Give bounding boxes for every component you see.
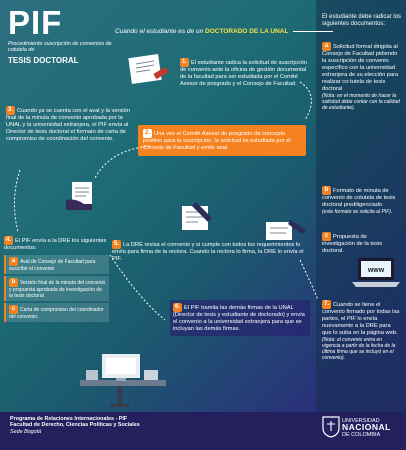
step-7-text: Cuando se tiene el convenio firmado por todas las partes, el PIF lo envía nuevamente a la DRE para que lo suba en la página web. — [322, 302, 400, 336]
num-badge: 4. — [5, 237, 11, 243]
step-4-text: El PIF envía a la DRE los siguientes documentos: — [4, 238, 107, 251]
step-1 — [180, 58, 310, 88]
subtitle-strong: TESIS DOCTORAL — [8, 56, 79, 65]
uni-top: UNIVERSIDAD — [342, 418, 380, 424]
step-4 — [4, 236, 109, 324]
num-badge: a — [9, 257, 18, 266]
step-4-heading — [4, 236, 109, 252]
num-badge: 7. — [323, 301, 329, 307]
right-item-a-note: (Nota: en el momento de hacer la solicitud debe contar con la calidad de estudiante). — [322, 93, 400, 111]
footer-line2: Facultad de Derecho, Ciencias Políticas y Sociales — [10, 422, 140, 429]
svg-text:www: www — [367, 267, 385, 274]
num-badge: 5. — [113, 241, 119, 247]
hand-document-icon — [62, 180, 102, 212]
num-badge: a — [322, 42, 331, 51]
step-6 — [170, 300, 310, 336]
intro-rule — [293, 31, 333, 32]
document-signing-icon — [126, 52, 172, 86]
num-badge: 1. — [181, 59, 187, 65]
footer-line3: Sede Bogotá — [10, 428, 42, 435]
step-3-text: Cuando ya se cuenta con el aval y la versión final de la minuta de convenio aprobada por la UNAL y la universidad extranjera, el PIF envía al Director de tesis doctoral el formato de carta de compromiso de coordinación del convenio. — [6, 108, 130, 142]
right-item-b — [322, 186, 400, 215]
footer-text — [10, 416, 140, 435]
num-badge: 2. — [144, 130, 150, 136]
right-item-c — [322, 232, 400, 255]
intro-prefix: Cuando el estudiante es de un — [115, 28, 204, 35]
office-desk-icon — [80, 330, 166, 410]
step-4-item-c — [4, 303, 109, 322]
num-badge: c — [322, 232, 331, 241]
step-4-item-b — [4, 276, 109, 301]
step-6-text: El PIF tramita las demás firmas de la UNAL (Director de tesis y estudiante de doctorado) y envía el convenio a la universidad extranjera para que se incluyan las demás firmas. — [173, 305, 305, 332]
step-7 — [322, 300, 400, 361]
university-name — [342, 418, 391, 439]
uni-bottom: DE COLOMBIA — [342, 432, 381, 439]
university-shield-icon — [322, 416, 340, 438]
pen-document-icon — [176, 200, 216, 234]
right-item-c-text: Propuesta de investigación de la tesis doctoral. — [322, 234, 383, 254]
step-4-item-c-text: Carta de compromiso del coordinador del convenio. — [9, 306, 104, 320]
num-badge: 3. — [7, 107, 13, 113]
step-7-note: (Nota: el convenio entra en vigencia a partir de la fecha de la última firma que se incluyó en el convenio). — [322, 337, 396, 361]
step-4-item-b-text: Versión final de la minuta del convenio y propuesta aprobada de investigación de la tesis doctoral — [9, 279, 106, 299]
right-item-b-text: Formato de minuta de convenio de cotutela de tesis doctoral prediligenciado — [322, 188, 396, 208]
step-1-text: El estudiante radica la solicitud de suscripción de convenio ante la oficina de gestión documental de la facultad para ser estudiada por el Comité Asesor de posgrado y el Consejo de Facultad. — [180, 60, 308, 87]
right-item-a — [322, 42, 400, 111]
right-item-b-note: (este formato se solicita al PIF). — [322, 209, 393, 215]
step-5-text: La DRE revisa el convenio y si cumple con todos los requerimientos lo envía para firma de la rectora. Cuando la rectora lo firma, la DRE lo envía el PIF. — [112, 242, 304, 262]
step-4-item-a-text: Aval de Consejo de Facultad para suscribir el convenio — [9, 258, 96, 272]
num-badge: b — [9, 278, 18, 287]
footer-line1: Programa de Relaciones Internacionales - PIF — [10, 416, 128, 422]
right-heading: El estudiante debe radicar los siguientes documentos: — [322, 14, 402, 28]
step-2-text: Una vez el Comité Asesor de posgrado da concepto positivo para la suscripción, la solicitud es estudiada por el Consejo de Facultad y emite aval. — [143, 131, 291, 151]
step-5 — [112, 240, 307, 263]
step-2-card — [138, 125, 306, 156]
pif-logo: PIF — [8, 4, 63, 41]
num-badge: c — [9, 305, 18, 314]
right-item-a-text: Solicitud formal dirigida al Consejo de Facultad pidiendo la suscripción de convenio específico con la universidad extranjera de su elección para realizar co-tutela de tesis doctoral — [322, 44, 399, 92]
num-badge: 6. — [174, 304, 180, 310]
handshake-document-icon — [262, 216, 308, 242]
intro-strong: DOCTORADO DE LA UNAL — [205, 28, 289, 35]
subtitle: Procedimiento suscripción de convenios de cotutela de — [8, 41, 112, 54]
step-3 — [6, 106, 130, 143]
num-badge: b — [322, 186, 331, 195]
step-4-item-a — [4, 255, 109, 274]
uni-name: NACIONAL — [342, 422, 391, 433]
laptop-icon — [352, 256, 400, 290]
intro-line — [115, 28, 333, 35]
